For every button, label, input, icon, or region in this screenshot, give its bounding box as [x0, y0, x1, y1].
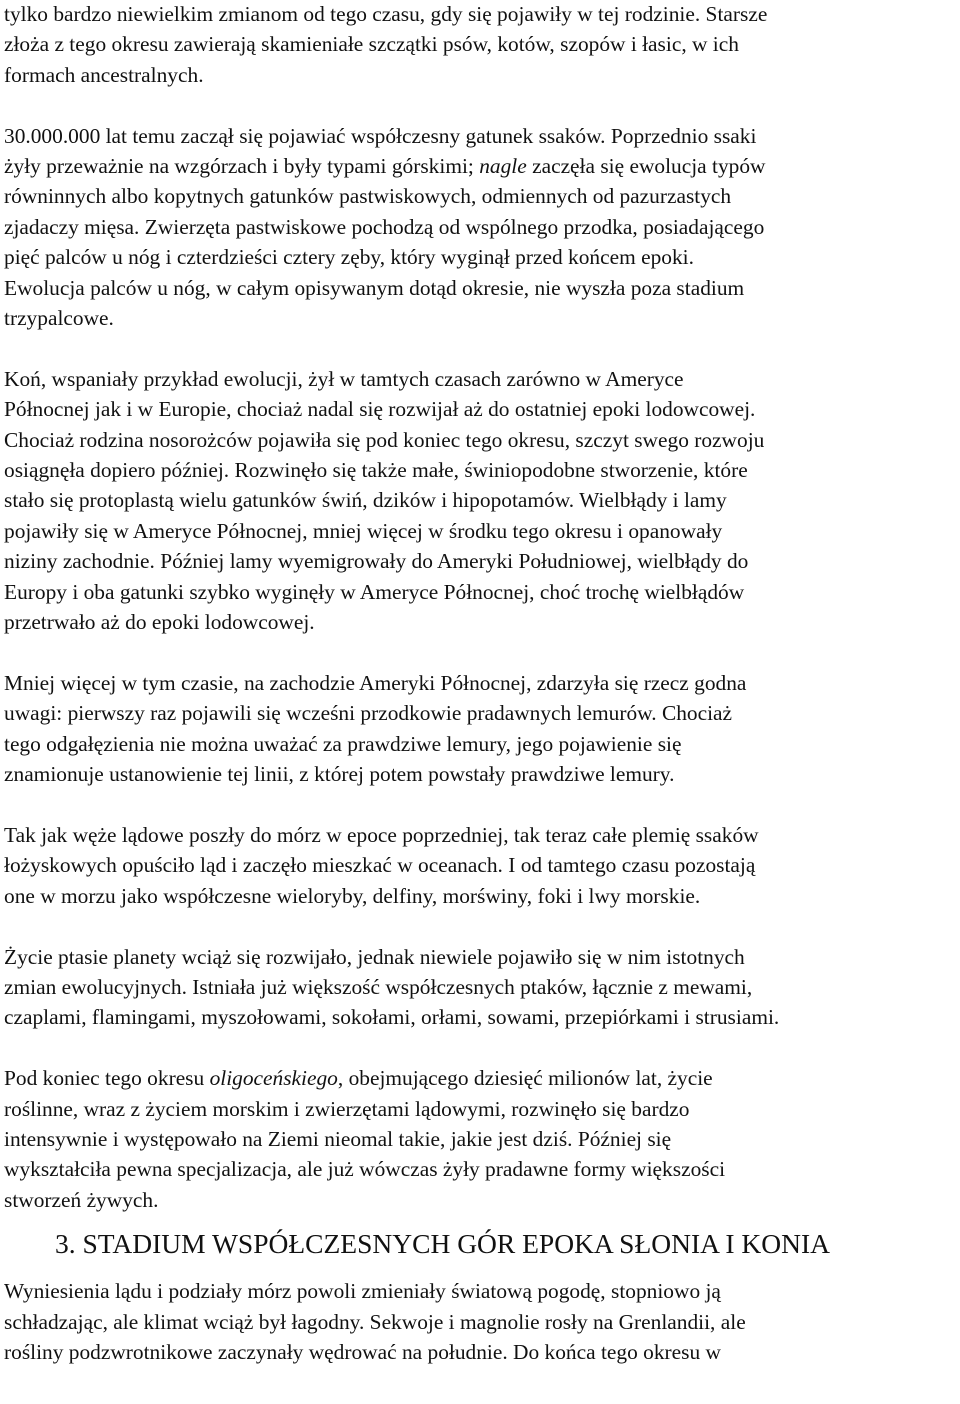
- text-line: osiągnęła dopiero później. Rozwinęło się także małe, świniopodobne stworzenie, które: [4, 458, 748, 483]
- text-line: znamionuje ustanowienie tej linii, z której potem powstały prawdziwe lemury.: [4, 762, 675, 787]
- text-line: zjadaczy mięsa. Zwierzęta pastwiskowe pochodzą od wspólnego przodka, posiadającego: [4, 214, 765, 239]
- paragraph-5: [4, 820, 958, 911]
- paragraph-1: [4, 0, 958, 90]
- text-line: Chociaż rodzina nosorożców pojawiła się pod koniec tego okresu, szczyt swego rozwoju: [4, 427, 765, 452]
- paragraph-gap: [4, 638, 958, 668]
- text-line: przetrwało aż do epoki lodowcowej.: [4, 610, 315, 635]
- text-line: Mniej więcej w tym czasie, na zachodzie Ameryki Północnej, zdarzyła się rzecz godna: [4, 670, 747, 695]
- text-line: stało się protoplastą wielu gatunków świń, dzików i hipopotamów. Wielbłądy i lamy: [4, 488, 727, 513]
- paragraph-gap: [4, 911, 958, 941]
- text-line: pojawiły się w Ameryce Północnej, mniej więcej w środku tego okresu i opanowały: [4, 518, 723, 543]
- text-line: czaplami, flamingami, myszołowami, sokołami, orłami, sowami, przepiórkami i strusiami.: [4, 1005, 780, 1030]
- text-line: pięć palców u nóg i czterdzieści cztery zęby, który wyginął przed końcem epoki.: [4, 245, 694, 270]
- text-line: Tak jak węże lądowe poszły do mórz w epoce poprzedniej, tak teraz całe plemię ssaków: [4, 822, 759, 847]
- text-line: równinnych albo kopytnych gatunków pastwiskowych, odmiennych od pazurzastych: [4, 184, 732, 209]
- text-line: roślinne, wraz z życiem morskim i zwierzętami lądowymi, rozwinęło się bardzo: [4, 1096, 690, 1121]
- text-line: [4, 1063, 958, 1093]
- emphasis-text: oligoceńskiego: [209, 1066, 338, 1091]
- text-line: wykształciła pewna specjalizacja, ale już wówczas żyły pradawne formy większości: [4, 1157, 726, 1182]
- paragraph-6: [4, 942, 958, 1033]
- text-line: Koń, wspaniały przykład ewolucji, żył w tamtych czasach zarówno w Ameryce: [4, 366, 684, 391]
- text-span: , obejmującego dziesięć milionów lat, życie: [337, 1066, 713, 1091]
- text-span: żyły przeważnie na wzgórzach i były typami górskimi;: [4, 154, 480, 179]
- text-line: tego odgałęzienia nie można uważać za prawdziwe lemury, jego pojawienie się: [4, 731, 682, 756]
- text-line: Życie ptasie planety wciąż się rozwijało, jednak niewiele pojawiło się w nim istotnych: [4, 944, 745, 969]
- paragraph-gap: [4, 90, 958, 120]
- text-line: [4, 151, 958, 181]
- text-line: Ewolucja palców u nóg, w całym opisywanym dotąd okresie, nie wyszła poza stadium: [4, 275, 745, 300]
- text-line: formach ancestralnych.: [4, 62, 204, 87]
- text-line: one w morzu jako współczesne wieloryby, delfiny, morświny, foki i lwy morskie.: [4, 883, 701, 908]
- text-line: trzypalcowe.: [4, 306, 114, 331]
- text-line: zmian ewolucyjnych. Istniała już większość współczesnych ptaków, łącznie z mewami,: [4, 974, 753, 999]
- text-span: Pod koniec tego okresu: [4, 1066, 210, 1091]
- paragraph-3: [4, 364, 958, 638]
- paragraph-gap: [4, 790, 958, 820]
- text-line: intensywnie i występowało na Ziemi nieomal takie, jakie jest dziś. Później się: [4, 1126, 672, 1151]
- text-line: Europy i oba gatunki szybko wyginęły w Ameryce Północnej, choć trochę wielbłądów: [4, 579, 745, 604]
- text-span: zaczęła się ewolucja typów: [526, 154, 766, 179]
- paragraph-4: [4, 668, 958, 790]
- paragraph-gap: [4, 333, 958, 363]
- paragraph-7: [4, 1063, 958, 1215]
- text-line: Północnej jak i w Europie, chociaż nadal się rozwijał aż do ostatniej epoki lodowcowej.: [4, 397, 756, 422]
- text-line: 30.000.000 lat temu zaczął się pojawiać współczesny gatunek ssaków. Poprzednio ssaki: [4, 123, 757, 148]
- text-line: łożyskowych opuściło ląd i zaczęło mieszkać w oceanach. I od tamtego czasu pozostają: [4, 853, 756, 878]
- section-heading: 3. STADIUM WSPÓŁCZESNYCH GÓR EPOKA SŁONIA I KONIA: [55, 1228, 830, 1260]
- text-line: złoża z tego okresu zawierają skamieniałe szczątki psów, kotów, szopów i łasic, w ich: [4, 32, 739, 57]
- text-line: stworzeń żywych.: [4, 1187, 159, 1212]
- text-line: tylko bardzo niewielkim zmianom od tego czasu, gdy się pojawiły w tej rodzinie. Starsze: [4, 2, 768, 26]
- paragraph-2: [4, 121, 958, 334]
- paragraph-8: [4, 1276, 958, 1367]
- document-page: [4, 0, 958, 1367]
- text-line: niziny zachodnie. Później lamy wyemigrowały do Ameryki Południowej, wielbłądy do: [4, 549, 749, 574]
- text-line: Wyniesienia lądu i podziały mórz powoli zmieniały światową pogodę, stopniowo ją: [4, 1279, 721, 1304]
- text-line: rośliny podzwrotnikowe zaczynały wędrować na południe. Do końca tego okresu w: [4, 1339, 721, 1364]
- text-line: uwagi: pierwszy raz pojawili się wcześni przodkowie pradawnych lemurów. Chociaż: [4, 701, 733, 726]
- paragraph-gap: [4, 1033, 958, 1063]
- text-line: schładzając, ale klimat wciąż był łagodny. Sekwoje i magnolie rosły na Grenlandii, ale: [4, 1309, 746, 1334]
- emphasis-text: nagle: [479, 154, 527, 179]
